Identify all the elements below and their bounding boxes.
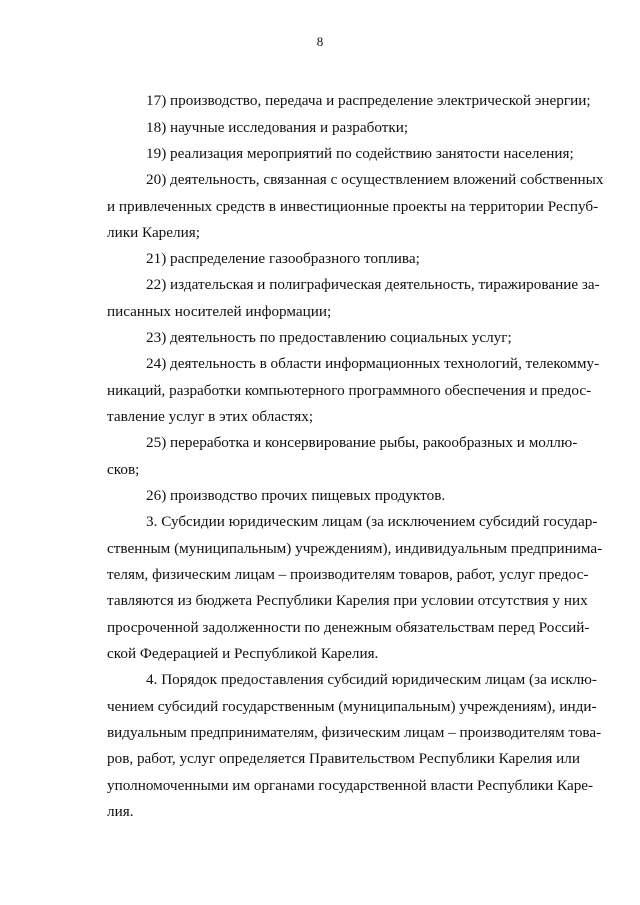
text-line: видуальным предпринимателям, физическим лицам – производителям това-	[107, 724, 602, 741]
text-line: тавление услуг в этих областях;	[107, 408, 314, 425]
text-line: 18) научные исследования и разработки;	[146, 119, 409, 136]
text-line: ров, работ, услуг определяется Правительством Республики Карелия или	[107, 750, 580, 767]
text-line: 19) реализация мероприятий по содействию занятости населения;	[146, 145, 574, 162]
text-line: 22) издательская и полиграфическая деятельность, тиражирование за-	[146, 276, 600, 293]
text-line: 17) производство, передача и распределение электрической энергии;	[146, 92, 591, 109]
text-line: 4. Порядок предоставления субсидий юридическим лицам (за исклю-	[146, 671, 597, 688]
text-line: никаций, разработки компьютерного программного обеспечения и предос-	[107, 382, 592, 399]
text-line: 23) деятельность по предоставлению социальных услуг;	[146, 329, 512, 346]
text-line: 25) переработка и консервирование рыбы, ракообразных и моллю-	[146, 434, 578, 451]
text-line: 3. Субсидии юридическим лицам (за исключением субсидий государ-	[146, 513, 598, 530]
text-line: тавляются из бюджета Республики Карелия при условии отсутствия у них	[107, 592, 588, 609]
text-line: и привлеченных средств в инвестиционные проекты на территории Респуб-	[107, 198, 599, 215]
text-line: просроченной задолженности по денежным обязательствам перед Россий-	[107, 619, 590, 636]
text-line: ственным (муниципальным) учреждениям), индивидуальным предпринима-	[107, 540, 603, 557]
text-line: 24) деятельность в области информационных технологий, телекомму-	[146, 355, 600, 372]
text-line: ской Федерацией и Республикой Карелия.	[107, 645, 379, 662]
text-line: 21) распределение газообразного топлива;	[146, 250, 420, 267]
text-line: лики Карелия;	[107, 224, 200, 241]
text-line: 26) производство прочих пищевых продуктов.	[146, 487, 446, 504]
text-line: 20) деятельность, связанная с осуществлением вложений собственных	[146, 171, 604, 188]
page-number: 8	[316, 34, 324, 49]
text-line: уполномоченными им органами государственной власти Республики Каре-	[107, 777, 594, 794]
text-line: чением субсидий государственным (муниципальным) учреждениям), инди-	[107, 698, 597, 715]
text-line: сков;	[107, 461, 140, 478]
text-line: телям, физическим лицам – производителям товаров, работ, услуг предос-	[107, 566, 589, 583]
text-line: писанных носителей информации;	[107, 303, 332, 320]
text-line: лия.	[107, 803, 134, 820]
